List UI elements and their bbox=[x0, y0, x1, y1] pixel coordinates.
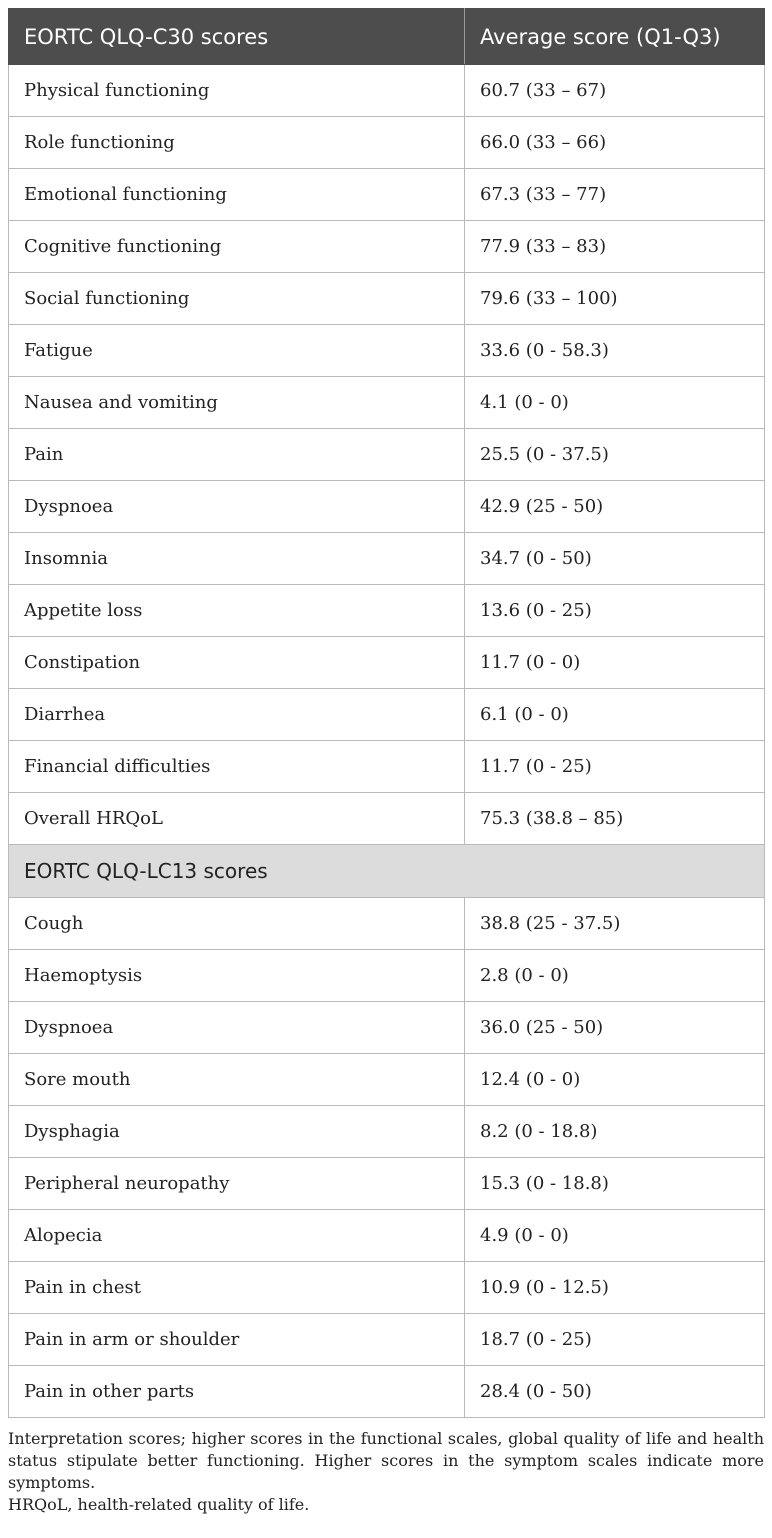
table-row bbox=[9, 481, 765, 533]
row-value: 60.7 (33 – 67) bbox=[465, 65, 765, 117]
row-value: 4.1 (0 - 0) bbox=[465, 377, 765, 429]
row-value: 11.7 (0 - 25) bbox=[465, 741, 765, 793]
row-label: Pain in arm or shoulder bbox=[9, 1314, 465, 1366]
table-row bbox=[9, 741, 765, 793]
row-label: Pain in chest bbox=[9, 1262, 465, 1314]
row-value: 12.4 (0 - 0) bbox=[465, 1054, 765, 1106]
table-row bbox=[9, 533, 765, 585]
table-header-row bbox=[9, 9, 765, 65]
table-row bbox=[9, 689, 765, 741]
row-value: 6.1 (0 - 0) bbox=[465, 689, 765, 741]
row-value: 67.3 (33 – 77) bbox=[465, 169, 765, 221]
row-value: 77.9 (33 – 83) bbox=[465, 221, 765, 273]
row-label: Social functioning bbox=[9, 273, 465, 325]
row-value: 79.6 (33 – 100) bbox=[465, 273, 765, 325]
row-label: Haemoptysis bbox=[9, 950, 465, 1002]
footnote-interpretation: Interpretation scores; higher scores in the functional scales, global quality of life and health status stipulate better functioning. Higher scores in the symptom scales indicate more symptoms. bbox=[8, 1429, 764, 1492]
table-row bbox=[9, 1158, 765, 1210]
row-value: 4.9 (0 - 0) bbox=[465, 1210, 765, 1262]
table-row bbox=[9, 1054, 765, 1106]
row-label: Financial difficulties bbox=[9, 741, 465, 793]
table-row bbox=[9, 585, 765, 637]
section-title-lc13: EORTC QLQ-LC13 scores bbox=[9, 845, 765, 898]
row-label: Role functioning bbox=[9, 117, 465, 169]
row-label: Overall HRQoL bbox=[9, 793, 465, 845]
row-value: 38.8 (25 - 37.5) bbox=[465, 898, 765, 950]
table-row bbox=[9, 1262, 765, 1314]
row-label: Alopecia bbox=[9, 1210, 465, 1262]
row-label: Fatigue bbox=[9, 325, 465, 377]
header-average-score: Average score (Q1-Q3) bbox=[465, 9, 765, 65]
row-value: 34.7 (0 - 50) bbox=[465, 533, 765, 585]
row-label: Cognitive functioning bbox=[9, 221, 465, 273]
table-row bbox=[9, 793, 765, 845]
row-label: Dyspnoea bbox=[9, 1002, 465, 1054]
row-value: 75.3 (38.8 – 85) bbox=[465, 793, 765, 845]
row-value: 25.5 (0 - 37.5) bbox=[465, 429, 765, 481]
row-label: Physical functioning bbox=[9, 65, 465, 117]
row-label: Emotional functioning bbox=[9, 169, 465, 221]
row-value: 18.7 (0 - 25) bbox=[465, 1314, 765, 1366]
table-row bbox=[9, 1366, 765, 1418]
row-label: Sore mouth bbox=[9, 1054, 465, 1106]
table-row bbox=[9, 429, 765, 481]
table-row bbox=[9, 898, 765, 950]
row-label: Peripheral neuropathy bbox=[9, 1158, 465, 1210]
row-value: 36.0 (25 - 50) bbox=[465, 1002, 765, 1054]
table-row bbox=[9, 169, 765, 221]
row-value: 8.2 (0 - 18.8) bbox=[465, 1106, 765, 1158]
row-label: Pain in other parts bbox=[9, 1366, 465, 1418]
row-label: Pain bbox=[9, 429, 465, 481]
table-row bbox=[9, 637, 765, 689]
header-scale: EORTC QLQ-C30 scores bbox=[9, 9, 465, 65]
row-label: Appetite loss bbox=[9, 585, 465, 637]
table-row bbox=[9, 1210, 765, 1262]
table-row bbox=[9, 377, 765, 429]
row-label: Cough bbox=[9, 898, 465, 950]
footnote-abbreviation: HRQoL, health-related quality of life. bbox=[8, 1495, 310, 1514]
section-header-row bbox=[9, 845, 765, 898]
row-label: Diarrhea bbox=[9, 689, 465, 741]
table-row bbox=[9, 221, 765, 273]
table-footnote bbox=[8, 1428, 764, 1516]
row-label: Constipation bbox=[9, 637, 465, 689]
table-row bbox=[9, 1002, 765, 1054]
row-value: 10.9 (0 - 12.5) bbox=[465, 1262, 765, 1314]
row-value: 2.8 (0 - 0) bbox=[465, 950, 765, 1002]
table-row bbox=[9, 950, 765, 1002]
scores-table bbox=[8, 8, 765, 1418]
row-label: Insomnia bbox=[9, 533, 465, 585]
row-value: 42.9 (25 - 50) bbox=[465, 481, 765, 533]
row-value: 66.0 (33 – 66) bbox=[465, 117, 765, 169]
table-row bbox=[9, 1106, 765, 1158]
row-label: Nausea and vomiting bbox=[9, 377, 465, 429]
row-value: 33.6 (0 - 58.3) bbox=[465, 325, 765, 377]
row-value: 13.6 (0 - 25) bbox=[465, 585, 765, 637]
table-row bbox=[9, 65, 765, 117]
row-value: 28.4 (0 - 50) bbox=[465, 1366, 765, 1418]
row-value: 15.3 (0 - 18.8) bbox=[465, 1158, 765, 1210]
table-row bbox=[9, 117, 765, 169]
scores-table-container bbox=[8, 8, 764, 1418]
table-row bbox=[9, 1314, 765, 1366]
table-row bbox=[9, 273, 765, 325]
row-label: Dysphagia bbox=[9, 1106, 465, 1158]
table-row bbox=[9, 325, 765, 377]
row-value: 11.7 (0 - 0) bbox=[465, 637, 765, 689]
row-label: Dyspnoea bbox=[9, 481, 465, 533]
